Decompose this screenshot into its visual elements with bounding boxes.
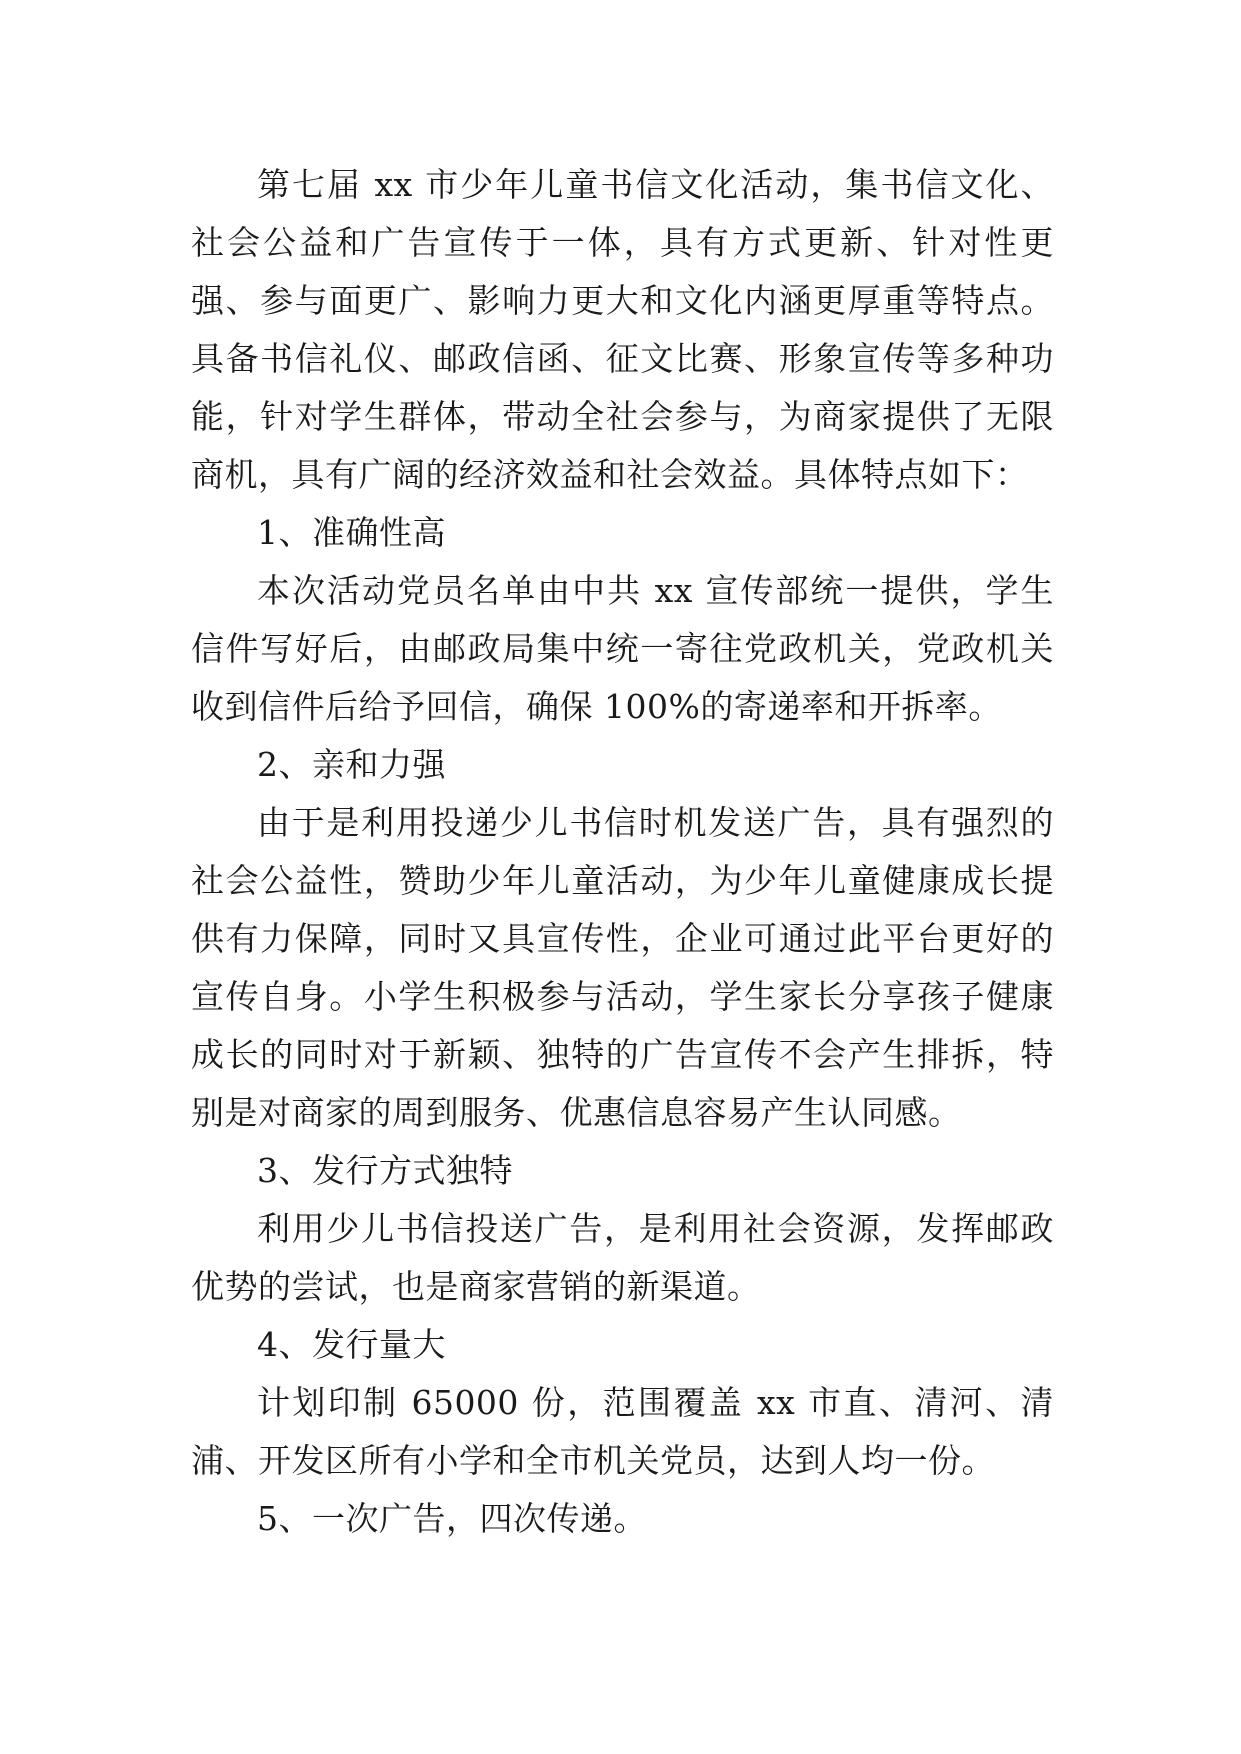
document-body xyxy=(191,156,1054,1548)
section-1-heading: 1、准确性高 xyxy=(257,513,446,552)
section-4-body: 计划印制 65000 份，范围覆盖 xx 市直、清河、清浦、开发区所有小学和全市机关党员，达到人均一份。 xyxy=(191,1383,1054,1480)
section-2-body: 由于是利用投递少儿书信时机发送广告，具有强烈的社会公益性，赞助少年儿童活动，为少年儿童健康成长提供有力保障，同时又具宣传性，企业可通过此平台更好的宣传自身。小学生积极参与活动，学生家长分享孩子健康成长的同时对于新颖、独特的广告宣传不会产生排拆，特别是对商家的周到服务、优惠信息容易产生认同感。 xyxy=(191,803,1054,1132)
intro-paragraph: 第七届 xx 市少年儿童书信文化活动，集书信文化、社会公益和广告宣传于一体，具有方式更新、针对性更强、参与面更广、影响力更大和文化内涵更厚重等特点。具备书信礼仪、邮政信函、征文比赛、形象宣传等多种功能，针对学生群体，带动全社会参与，为商家提供了无限商机，具有广阔的经济效益和社会效益。具体特点如下： xyxy=(191,165,1054,494)
section-1-body: 本次活动党员名单由中共 xx 宣传部统一提供，学生信件写好后，由邮政局集中统一寄往党政机关，党政机关收到信件后给予回信，确保 100%的寄递率和开拆率。 xyxy=(191,571,1054,726)
section-3-heading: 3、发行方式独特 xyxy=(257,1151,513,1190)
section-3-body: 利用少儿书信投送广告，是利用社会资源，发挥邮政优势的尝试，也是商家营销的新渠道。 xyxy=(191,1209,1054,1306)
section-2-heading: 2、亲和力强 xyxy=(257,745,446,784)
section-4-heading: 4、发行量大 xyxy=(257,1325,446,1364)
section-5-heading: 5、一次广告，四次传递。 xyxy=(257,1499,647,1538)
